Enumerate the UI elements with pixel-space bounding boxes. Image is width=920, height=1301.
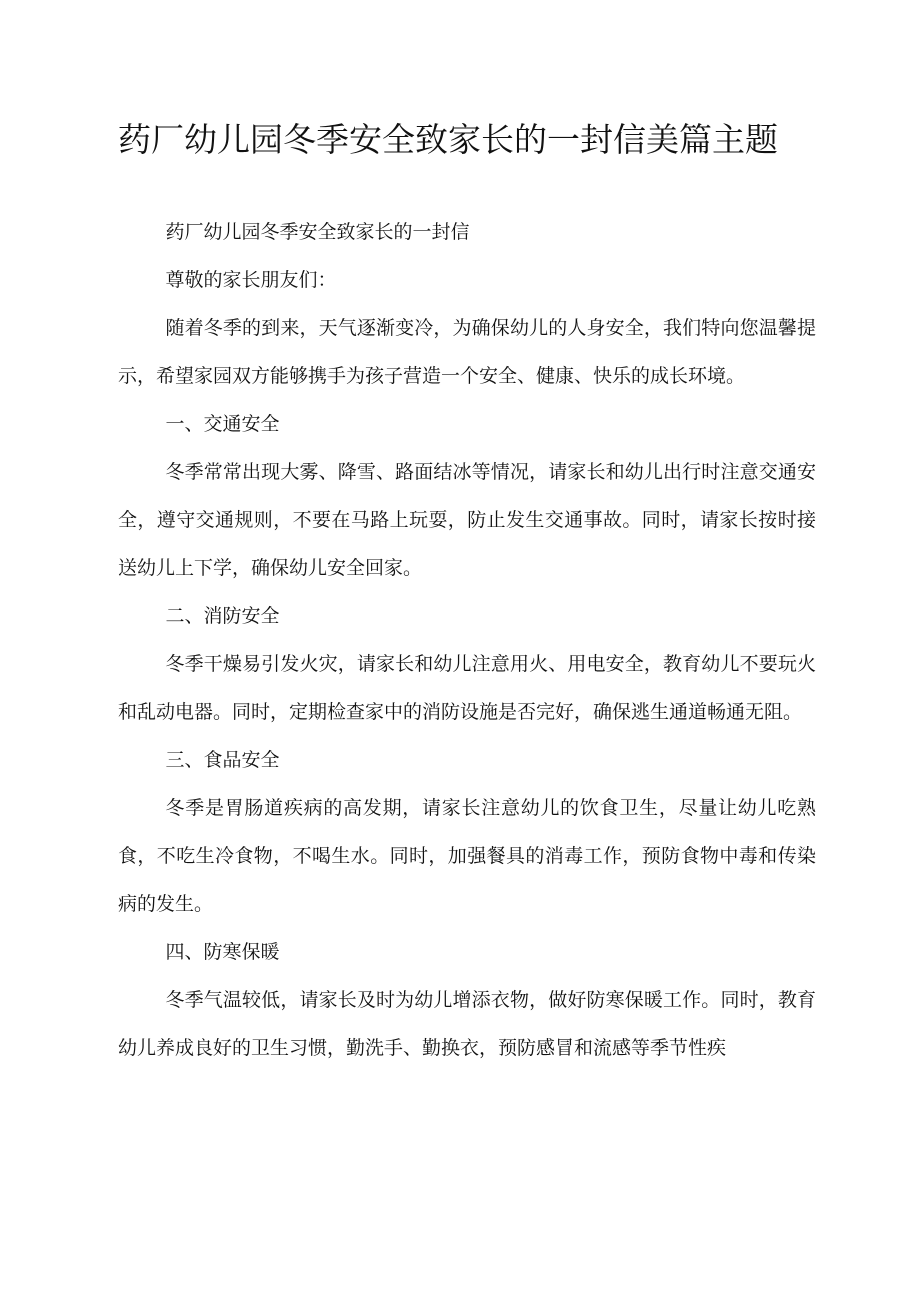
salutation: 尊敬的家长朋友们： (165, 269, 337, 291)
document-title: 药厂幼儿园冬季安全致家长的一封信美篇主题 (118, 120, 778, 159)
section-heading-warmth: 四、防寒保暖 (165, 941, 280, 963)
fire-paragraph: 冬季干燥易引发火灾，请家长和幼儿注意用火、用电安全，教育幼儿不要玩火和乱动电器。同时，定期检查家中的消防设施是否完好，确保逃生通道畅通无阻。 (118, 653, 816, 723)
letter-heading: 药厂幼儿园冬季安全致家长的一封信 (165, 221, 470, 243)
section-heading-food: 三、食品安全 (165, 749, 280, 771)
section-heading-fire: 二、消防安全 (165, 605, 280, 627)
document-body (118, 208, 816, 1072)
traffic-paragraph: 冬季常常出现大雾、降雪、路面结冰等情况，请家长和幼儿出行时注意交通安全，遵守交通规则，不要在马路上玩耍，防止发生交通事故。同时，请家长按时接送幼儿上下学，确保幼儿安全回家。 (118, 461, 816, 579)
food-paragraph: 冬季是胃肠道疾病的高发期，请家长注意幼儿的饮食卫生，尽量让幼儿吃熟食，不吃生冷食物，不喝生水。同时，加强餐具的消毒工作，预防食物中毒和传染病的发生。 (118, 797, 816, 915)
intro-paragraph: 随着冬季的到来，天气逐渐变冷，为确保幼儿的人身安全，我们特向您温馨提示，希望家园双方能够携手为孩子营造一个安全、健康、快乐的成长环境。 (118, 317, 816, 387)
warmth-paragraph: 冬季气温较低，请家长及时为幼儿增添衣物，做好防寒保暖工作。同时，教育幼儿养成良好的卫生习惯，勤洗手、勤换衣，预防感冒和流感等季节性疾 (118, 989, 816, 1059)
section-heading-traffic: 一、交通安全 (165, 413, 280, 435)
